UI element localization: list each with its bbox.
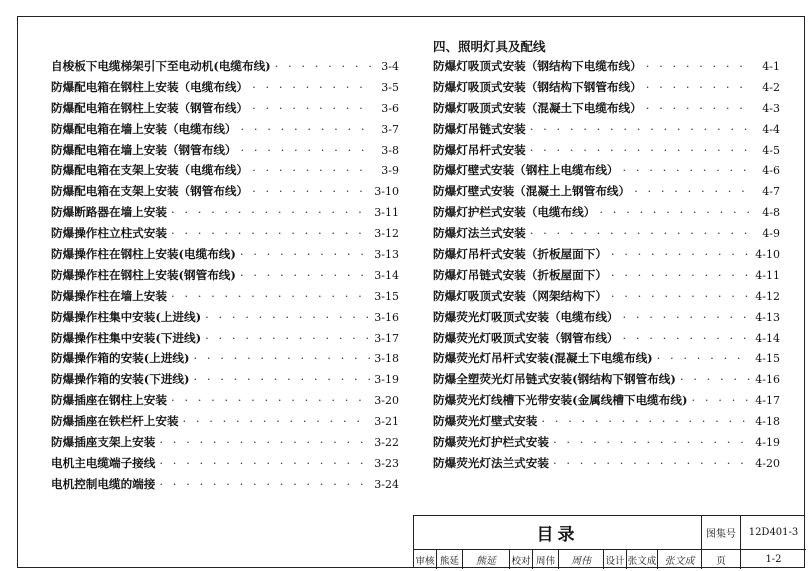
toc-entry-page: 3-20: [374, 394, 399, 408]
toc-entry-title: 防爆断路器在墙上安装: [51, 205, 167, 220]
toc-entry-title: 防爆配电箱在墙上安装（电缆布线）: [51, 121, 237, 136]
check-signature: 周伟: [571, 556, 591, 567]
dot-leader: [530, 119, 752, 140]
toc-entry-page: 4-14: [755, 331, 780, 345]
toc-entry-page: 4-17: [755, 394, 780, 408]
toc-entry-title: 防爆荧光灯法兰式安装: [433, 455, 549, 470]
toc-entry-page: 4-2: [762, 80, 780, 94]
toc-entry-page: 4-9: [762, 227, 780, 241]
toc-entry-title: 防爆灯吸顶式安装（钢结构下电缆布线）: [433, 59, 642, 73]
toc-entry-page: 3-24: [374, 477, 399, 491]
design-name: 张文成: [627, 555, 657, 567]
toc-entry-page: 3-23: [374, 456, 399, 470]
toc-entry: [51, 390, 399, 411]
title-block: [413, 515, 805, 568]
toc-entry-title: 防爆灯吊链式安装（折板屋面下）: [433, 267, 607, 282]
toc-entry-page: 4-5: [762, 143, 780, 157]
toc-entry: [433, 160, 780, 181]
toc-entry: [433, 223, 780, 244]
toc-entry-page: 3-9: [381, 164, 399, 178]
toc-entry-page: 4-15: [755, 352, 780, 366]
dot-leader: [691, 390, 751, 411]
toc-entry-title: 防爆操作柱在钢柱上安装(电缆布线): [51, 247, 236, 262]
toc-entry-title: 防爆操作柱在钢柱上安装(钢管布线): [51, 267, 236, 282]
section-heading-lighting: 四、照明灯具及配线: [433, 39, 546, 54]
toc-entry: [433, 56, 780, 77]
toc-entry-title: 电机控制电缆的端接: [51, 476, 156, 491]
dot-leader: [241, 140, 371, 161]
toc-entry-title: 自梭板下电缆梯架引下至电动机(电缆布线): [51, 59, 271, 73]
toc-entry: [433, 140, 780, 161]
toc-entry: [51, 432, 399, 453]
dot-leader: [171, 390, 370, 411]
toc-entry-page: 3-13: [374, 248, 399, 262]
toc-entry-title: 防爆操作柱集中安装(上进线): [51, 309, 202, 324]
toc-entry-page: 4-6: [762, 164, 780, 178]
toc-entry-page: 4-1: [762, 60, 780, 73]
toc-entry: [433, 453, 780, 474]
toc-entry: [433, 244, 780, 265]
toc-entry: [433, 390, 780, 411]
toc-entry: [51, 474, 399, 495]
dot-leader: [252, 160, 371, 181]
toc-entry: [433, 328, 780, 349]
toc-entry: [51, 453, 399, 474]
toc-entry: [433, 202, 780, 223]
dot-leader: [634, 181, 752, 202]
dot-leader: [252, 77, 371, 98]
toc-entry: [51, 286, 399, 307]
toc-entry-title: 防爆灯吊杆式安装（折板屋面下）: [433, 247, 607, 262]
toc-entry-page: 3-12: [374, 227, 399, 241]
toc-entry: [51, 160, 399, 181]
catalog-title: 目录: [536, 525, 579, 545]
atlas-no-label: 图集号: [706, 529, 736, 540]
dot-leader: [646, 98, 752, 119]
toc-entry: [51, 98, 399, 119]
dot-leader: [159, 474, 370, 495]
toc-entry-title: 防爆灯护栏式安装（电缆布线）: [433, 205, 596, 220]
toc-entry-title: 防爆操作柱集中安装(下进线): [51, 330, 202, 345]
dot-leader: [183, 411, 371, 432]
dot-leader: [530, 223, 752, 244]
dot-leader: [623, 307, 752, 328]
dot-leader: [553, 432, 751, 453]
toc-entry-title: 防爆灯吸顶式安装（网架结构下）: [433, 288, 607, 303]
toc-entry: [433, 348, 780, 369]
toc-entry: [433, 286, 780, 307]
dot-leader: [646, 56, 752, 77]
toc-entry-title: 防爆灯吸顶式安装（混凝土下电缆布线）: [433, 100, 642, 115]
dot-leader: [680, 369, 751, 390]
toc-entry-page: 3-15: [374, 289, 399, 303]
toc-entry-page: 3-8: [381, 143, 399, 157]
toc-entry-title: 防爆配电箱在墙上安装（钢管布线）: [51, 142, 237, 157]
dot-leader: [252, 181, 370, 202]
toc-entry-title: 防爆配电箱在钢柱上安装（电缆布线）: [51, 79, 249, 94]
check-label: 校对: [511, 555, 531, 567]
toc-entry-page: 3-6: [381, 101, 399, 115]
toc-entry-page: 4-18: [755, 415, 780, 429]
dot-leader: [646, 77, 752, 98]
toc-entry-title: 防爆灯吸顶式安装（钢结构下钢管布线）: [433, 79, 642, 94]
toc-entry: [433, 181, 780, 202]
toc-entry-title: 防爆配电箱在支架上安装（钢管布线）: [51, 184, 249, 199]
dot-leader: [194, 348, 371, 369]
toc-entry: [433, 98, 780, 119]
dot-leader: [205, 307, 370, 328]
toc-right-column: [433, 56, 780, 474]
dot-leader: [241, 119, 371, 140]
dot-leader: [252, 98, 371, 119]
toc-entry-title: 电机主电缆端子接线: [51, 455, 156, 470]
dot-leader: [611, 265, 751, 286]
toc-entry-page: 3-14: [374, 268, 399, 282]
design-signature: 张文成: [664, 556, 695, 567]
toc-entry-title: 防爆灯壁式安装（钢柱上电缆布线）: [433, 163, 619, 178]
toc-entry: [51, 307, 399, 328]
toc-entry-title: 防爆荧光灯线槽下光带安装(金属线槽下电缆布线): [433, 393, 688, 408]
toc-entry: [51, 411, 399, 432]
toc-entry-page: 3-19: [374, 373, 399, 387]
toc-entry-page: 4-19: [755, 436, 780, 450]
atlas-no-value: 12D401-3: [748, 527, 799, 538]
review-label: 审核: [415, 555, 435, 567]
dot-leader: [171, 202, 370, 223]
dot-leader: [171, 223, 370, 244]
toc-entry-page: 4-16: [755, 373, 780, 387]
toc-entry-page: 3-22: [374, 436, 399, 450]
dot-leader: [611, 286, 751, 307]
toc-entry-page: 4-20: [755, 456, 780, 470]
toc-entry-page: 3-5: [381, 80, 399, 94]
toc-entry: [51, 202, 399, 223]
toc-entry: [51, 181, 399, 202]
toc-entry-title: 防爆灯壁式安装（混凝土上钢管布线）: [433, 184, 631, 199]
toc-entry-title: 防爆配电箱在支架上安装（电缆布线）: [51, 163, 249, 178]
toc-entry: [433, 307, 780, 328]
toc-entry: [433, 411, 780, 432]
toc-entry-title: 防爆插座在铁栏杆上安装: [51, 414, 179, 429]
dot-leader: [657, 348, 752, 369]
dot-leader: [240, 244, 370, 265]
toc-entry-page: 4-3: [762, 101, 780, 115]
toc-entry: [51, 244, 399, 265]
dot-leader: [541, 411, 751, 432]
toc-entry-title: 防爆操作箱的安装(上进线): [51, 351, 190, 366]
toc-entry-page: 4-7: [762, 185, 780, 199]
toc-entry: [433, 432, 780, 453]
toc-entry: [51, 369, 399, 390]
toc-entry: [51, 223, 399, 244]
toc-entry-title: 防爆插座支架上安装: [51, 435, 156, 450]
dot-leader: [159, 453, 370, 474]
toc-entry: [433, 77, 780, 98]
toc-entry-page: 3-16: [374, 310, 399, 324]
toc-entry-page: 4-12: [755, 289, 780, 303]
toc-entry: [51, 56, 399, 77]
toc-entry-title: 防爆操作箱的安装(下进线): [51, 372, 190, 387]
toc-entry-title: 防爆灯吊链式安装: [433, 121, 526, 136]
toc-entry-title: 防爆荧光灯吸顶式安装（钢管布线）: [433, 330, 619, 345]
toc-entry-page: 3-11: [374, 206, 399, 220]
toc-entry: [433, 119, 780, 140]
dot-leader: [599, 202, 752, 223]
dot-leader: [159, 432, 370, 453]
toc-entry-title: 防爆灯法兰式安装: [433, 226, 526, 241]
toc-entry-page: 4-8: [762, 206, 780, 220]
toc-entry-title: 防爆荧光灯护栏式安装: [433, 435, 549, 450]
page-value: 1-2: [765, 554, 782, 565]
toc-entry-title: 防爆灯吊杆式安装: [433, 142, 526, 157]
toc-entry-title: 防爆配电箱在钢柱上安装（钢管布线）: [51, 100, 249, 115]
toc-entry-page: 4-4: [762, 122, 780, 136]
dot-leader: [530, 140, 752, 161]
toc-entry-page: 3-4: [381, 60, 399, 73]
toc-left-column: [51, 56, 399, 495]
toc-entry: [51, 119, 399, 140]
page-label: 页: [716, 556, 726, 567]
review-name: 熊延: [439, 555, 459, 567]
dot-leader: [171, 286, 370, 307]
toc-entry-page: 4-11: [755, 268, 780, 282]
dot-leader: [205, 328, 370, 349]
toc-entry-page: 4-13: [755, 310, 780, 324]
toc-entry-page: 4-10: [755, 248, 780, 262]
toc-entry-page: 3-7: [381, 122, 399, 136]
dot-leader: [275, 56, 371, 77]
design-label: 设计: [605, 555, 625, 567]
toc-entry: [51, 77, 399, 98]
toc-entry-title: 防爆荧光灯吸顶式安装（电缆布线）: [433, 309, 619, 324]
dot-leader: [611, 244, 751, 265]
dot-leader: [623, 160, 752, 181]
toc-entry-title: 防爆荧光灯吊杆式安装(混凝土下电缆布线): [433, 351, 653, 366]
toc-entry-title: 防爆全塑荧光灯吊链式安装(钢结构下钢管布线): [433, 372, 676, 387]
dot-leader: [240, 265, 370, 286]
toc-entry-title: 防爆操作柱立柱式安装: [51, 226, 167, 241]
toc-entry: [433, 369, 780, 390]
dot-leader: [553, 453, 751, 474]
toc-entry-title: 防爆操作柱在墙上安装: [51, 288, 167, 303]
dot-leader: [623, 328, 752, 349]
toc-entry-title: 防爆插座在钢柱上安装: [51, 393, 167, 408]
toc-entry-title: 防爆荧光灯壁式安装: [433, 414, 538, 429]
toc-entry-page: 3-17: [374, 331, 399, 345]
toc-entry: [433, 265, 780, 286]
toc-entry: [51, 140, 399, 161]
toc-entry-page: 3-21: [374, 415, 399, 429]
toc-entry-page: 3-10: [374, 185, 399, 199]
toc-entry: [51, 328, 399, 349]
dot-leader: [194, 369, 371, 390]
check-name: 周伟: [535, 555, 555, 567]
review-signature: 熊延: [476, 556, 496, 567]
toc-entry: [51, 265, 399, 286]
toc-entry-page: 3-18: [374, 352, 399, 366]
toc-entry: [51, 348, 399, 369]
